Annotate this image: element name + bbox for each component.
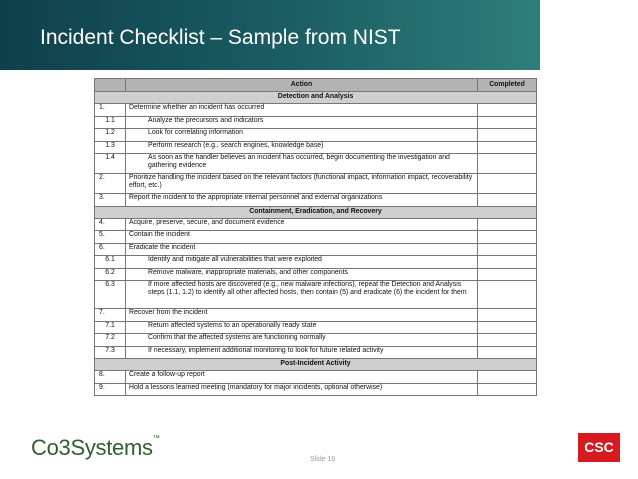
checklist-row [95, 334, 537, 347]
checklist-row [95, 218, 537, 231]
completed-cell[interactable] [478, 256, 537, 269]
number-column-header [95, 79, 126, 92]
step-number: 2. [95, 174, 126, 194]
checklist-row [95, 116, 537, 129]
step-action: Identify and mitigate all vulnerabilities that were exploited [126, 256, 478, 269]
completed-cell[interactable] [478, 383, 537, 396]
step-action: As soon as the handler believes an incident has occurred, begin documenting the investigation and gathering evidence [126, 154, 478, 174]
step-action: Hold a lessons learned meeting (mandatory for major incidents, optional otherwise) [126, 383, 478, 396]
action-column-header: Action [126, 79, 478, 92]
step-action: If necessary, implement additional monitoring to look for future related activity [126, 346, 478, 359]
step-action: Look for correlating information [126, 129, 478, 142]
checklist-row [95, 129, 537, 142]
step-number: 8. [95, 371, 126, 384]
completed-cell[interactable] [478, 154, 537, 174]
section-header-row [95, 92, 537, 104]
checklist-table-container [94, 78, 536, 435]
completed-cell[interactable] [478, 194, 537, 207]
step-action: Analyze the precursors and indicators [126, 116, 478, 129]
step-number: 6.3 [95, 281, 126, 309]
checklist-row [95, 141, 537, 154]
step-number: 5. [95, 231, 126, 244]
checklist-row [95, 268, 537, 281]
completed-cell[interactable] [478, 129, 537, 142]
completed-cell[interactable] [478, 141, 537, 154]
step-number: 7. [95, 309, 126, 322]
step-action: Determine whether an incident has occurred [126, 104, 478, 117]
slide-number: Slide 16 [310, 456, 336, 463]
incident-checklist-table [94, 78, 537, 396]
checklist-row [95, 104, 537, 117]
completed-cell[interactable] [478, 281, 537, 309]
completed-cell[interactable] [478, 334, 537, 347]
step-action: Confirm that the affected systems are functioning normally [126, 334, 478, 347]
step-number: 1.1 [95, 116, 126, 129]
checklist-row [95, 174, 537, 194]
completed-column-header: Completed [478, 79, 537, 92]
step-number: 7.2 [95, 334, 126, 347]
checklist-row [95, 383, 537, 396]
checklist-row [95, 346, 537, 359]
step-number: 7.1 [95, 321, 126, 334]
section-title: Post-Incident Activity [95, 359, 537, 371]
step-number: 7.3 [95, 346, 126, 359]
step-number: 9. [95, 383, 126, 396]
completed-cell[interactable] [478, 104, 537, 117]
csc-logo: CSC [578, 433, 620, 462]
completed-cell[interactable] [478, 371, 537, 384]
step-action: Return affected systems to an operationally ready state [126, 321, 478, 334]
title-banner [0, 0, 540, 70]
completed-cell[interactable] [478, 174, 537, 194]
step-number: 6.2 [95, 268, 126, 281]
step-action: If more affected hosts are discovered (e.g., new malware infections), repeat the Detection and Analysis steps (1.1, 1.2) to identify all other affected hosts, then contain (5) and eradicate (6) the incident for them [126, 281, 478, 309]
step-action: Remove malware, inappropriate materials, and other components [126, 268, 478, 281]
step-action: Report the incident to the appropriate internal personnel and external organizations [126, 194, 478, 207]
completed-cell[interactable] [478, 231, 537, 244]
checklist-row [95, 281, 537, 309]
step-action: Acquire, preserve, secure, and document evidence [126, 218, 478, 231]
step-number: 4. [95, 218, 126, 231]
section-header-row [95, 206, 537, 218]
step-number: 6.1 [95, 256, 126, 269]
step-number: 3. [95, 194, 126, 207]
step-number: 1.4 [95, 154, 126, 174]
checklist-row [95, 321, 537, 334]
step-number: 6. [95, 243, 126, 256]
completed-cell[interactable] [478, 243, 537, 256]
checklist-row [95, 309, 537, 322]
step-action: Eradicate the incident [126, 243, 478, 256]
section-title: Containment, Eradication, and Recovery [95, 206, 537, 218]
section-title: Detection and Analysis [95, 92, 537, 104]
step-action: Create a follow-up report [126, 371, 478, 384]
checklist-row [95, 243, 537, 256]
table-header-row [95, 79, 537, 92]
step-action: Prioritize handling the incident based on the relevant factors (functional impact, information impact, recoverability effort, etc.) [126, 174, 478, 194]
step-action: Perform research (e.g., search engines, knowledge base) [126, 141, 478, 154]
step-number: 1.2 [95, 129, 126, 142]
completed-cell[interactable] [478, 116, 537, 129]
checklist-row [95, 231, 537, 244]
slide-title: Incident Checklist – Sample from NIST [40, 26, 401, 49]
co3systems-logo: Co3Systems™ [31, 435, 160, 460]
completed-cell[interactable] [478, 268, 537, 281]
step-number: 1.3 [95, 141, 126, 154]
checklist-row [95, 371, 537, 384]
step-action: Contain the incident [126, 231, 478, 244]
step-number: 1. [95, 104, 126, 117]
section-header-row [95, 359, 537, 371]
completed-cell[interactable] [478, 309, 537, 322]
checklist-row [95, 256, 537, 269]
completed-cell[interactable] [478, 346, 537, 359]
step-action: Recover from the incident [126, 309, 478, 322]
checklist-row [95, 154, 537, 174]
completed-cell[interactable] [478, 218, 537, 231]
completed-cell[interactable] [478, 321, 537, 334]
checklist-row [95, 194, 537, 207]
